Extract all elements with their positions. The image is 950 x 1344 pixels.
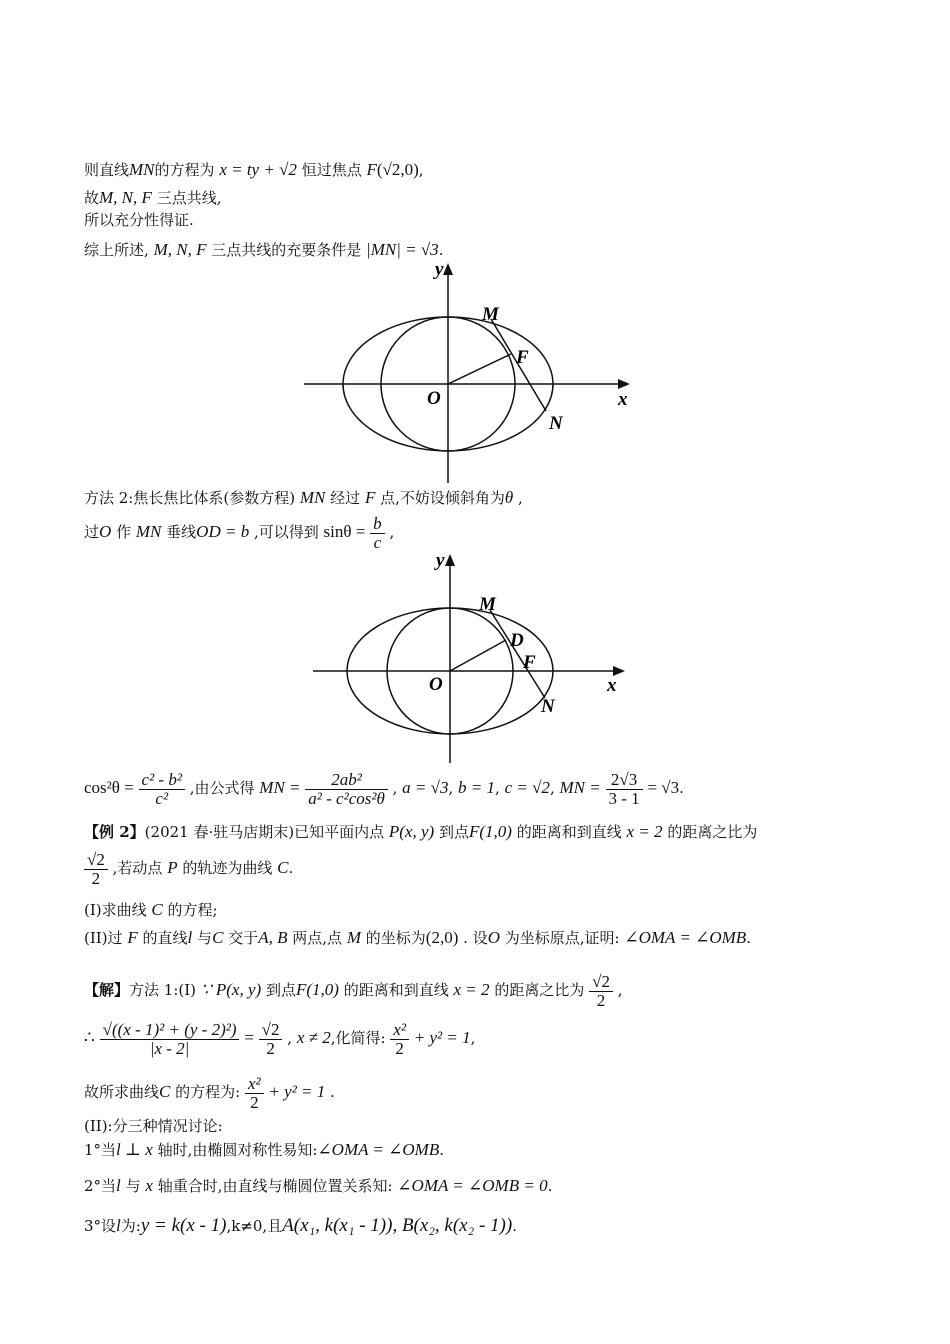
text: . [679, 779, 684, 797]
text: 的距离和到直线 [516, 823, 622, 841]
fraction-distance [100, 1021, 240, 1058]
text: 两点,点 [292, 929, 343, 947]
math: a = √3 [402, 778, 449, 797]
label-y: y [436, 550, 445, 571]
math: F(1,0) [295, 980, 339, 999]
math: = [244, 1028, 254, 1047]
text: . [512, 1217, 517, 1235]
text: 轴时,由椭圆对称性易知: [157, 1141, 318, 1159]
denominator: c [373, 532, 382, 552]
text: , [470, 1029, 476, 1047]
text: 三点共线的充要条件是 [211, 241, 362, 259]
math: x ≠ 2 [296, 1028, 331, 1047]
math: C [151, 900, 163, 919]
denominator: 2 [596, 990, 606, 1010]
text: 与 [125, 1177, 141, 1195]
math: + y² = 1 [268, 1082, 326, 1101]
text: , [418, 161, 424, 179]
text: . [439, 1141, 445, 1159]
text: . [547, 1177, 553, 1195]
text-line-15 [84, 1116, 223, 1136]
label-o: O [427, 388, 441, 409]
math: C [212, 928, 224, 947]
segment-od [450, 640, 506, 671]
text: (II):分三种情况讨论: [84, 1117, 223, 1135]
y-axis-arrow [445, 554, 455, 566]
text: . 设 [463, 929, 488, 947]
text: , [518, 489, 523, 507]
text: . [288, 859, 294, 877]
text: (I)求曲线 [84, 901, 147, 919]
segment-of [448, 354, 511, 384]
denominator: 2 [266, 1038, 275, 1058]
label-n: N [549, 413, 563, 434]
ellipse-figure-2 [305, 548, 635, 770]
text: 2°当 [84, 1177, 117, 1195]
denominator: |x - 2| [149, 1038, 190, 1058]
text: 点,不妨设倾斜角为 [380, 489, 505, 507]
numerator: 2ab² [305, 771, 388, 790]
fraction-x2-over-2 [390, 1021, 409, 1058]
text-line-8 [84, 822, 757, 842]
text: 三点共线, [156, 189, 222, 207]
text: 的坐标为 [365, 929, 426, 947]
math: x = 2 [626, 822, 663, 841]
numerator: 2√3 [606, 771, 643, 790]
text: 方法 2:焦长焦比体系(参数方程) [84, 489, 296, 507]
math: (2,0) [425, 928, 459, 947]
math: F(1,0) [468, 822, 512, 841]
text: (II)过 [84, 929, 123, 947]
text: 作 [116, 523, 132, 541]
text: ,由公式得 [189, 779, 255, 797]
math: |MN| = √3 [366, 240, 439, 259]
math: θ [504, 488, 514, 507]
math: C [277, 858, 289, 877]
numerator: x² [390, 1021, 409, 1040]
numerator: √2 [84, 851, 108, 870]
text: 与 [197, 929, 213, 947]
math: (√2,0) [376, 160, 419, 179]
text: ,k≠0,且 [226, 1217, 283, 1235]
math: F [364, 488, 376, 507]
text: 的方程为: [175, 1083, 241, 1101]
text-line-2 [84, 188, 221, 208]
math: x [145, 1176, 153, 1195]
math: MN = [559, 778, 601, 797]
text: . [746, 929, 751, 947]
denominator: 3 - 1 [608, 788, 640, 808]
text: , [392, 779, 398, 797]
math: P [167, 858, 178, 877]
label-x: x [607, 675, 617, 696]
math: x = ty + √2 [219, 160, 297, 179]
text: 故 [84, 189, 100, 207]
text: 的方程; [167, 901, 218, 919]
math: F [366, 160, 377, 179]
text: 的距离之比为 [667, 823, 758, 841]
numerator: √2 [589, 973, 613, 992]
label-y: y [435, 259, 444, 280]
math: l [187, 928, 193, 947]
text: . [330, 1083, 335, 1101]
text: 过 [84, 523, 100, 541]
text: 所以充分性得证. [84, 211, 194, 229]
text: ,可以得到 [253, 523, 319, 541]
fraction-b-over-c [370, 515, 385, 552]
math: O [99, 522, 112, 541]
math: M, N, F [99, 188, 152, 207]
text-line-1 [84, 160, 424, 180]
math: sinθ = [323, 522, 366, 541]
text: 为: [120, 1217, 141, 1235]
text: , [287, 1029, 293, 1047]
text-line-7 [84, 766, 684, 810]
text: , [389, 523, 395, 541]
denominator: a² - c²cos²θ [308, 788, 385, 808]
text: 交于 [228, 929, 259, 947]
text-line-18 [84, 1212, 517, 1240]
text: 的距离之比为 [494, 981, 585, 999]
text-line-10 [84, 900, 218, 920]
numerator: b [370, 515, 385, 534]
text-line-9 [84, 846, 293, 890]
numerator: √((x - 1)² + (y - 2)²) [100, 1021, 240, 1040]
math: ∠OMA = ∠OMB [624, 928, 747, 947]
text-line-16 [84, 1140, 444, 1160]
text: 则直线 [84, 161, 130, 179]
text: ,若动点 [112, 859, 163, 877]
math: cos²θ = [84, 778, 134, 797]
fraction-x2-over-2 [245, 1075, 264, 1112]
math: A, B [258, 928, 288, 947]
label-n: N [541, 696, 555, 717]
y-axis-arrow [443, 263, 453, 275]
math: l [116, 1216, 121, 1235]
text: 垂线 [166, 523, 197, 541]
text: ,化简得: [330, 1029, 386, 1047]
math: c = √2 [504, 778, 550, 797]
math: A(x₁, k(x₁ - 1)), B(x₂, k(x₂ - 1)) [282, 1215, 513, 1236]
text: 的轨迹为曲线 [182, 859, 273, 877]
fraction-focal [305, 771, 388, 808]
denominator: c² [155, 788, 169, 808]
math: MN = [259, 778, 301, 797]
numerator: c² - b² [139, 771, 185, 790]
fraction-ratio [589, 973, 613, 1010]
label-m: M [482, 304, 499, 325]
text-line-3 [84, 210, 194, 230]
text: 的距离和到直线 [343, 981, 449, 999]
text-line-5 [84, 488, 523, 508]
text: 经过 [330, 489, 361, 507]
text-line-13 [84, 1014, 475, 1062]
text: 1°当 [84, 1141, 117, 1159]
numerator: √2 [259, 1021, 283, 1040]
math: l ⊥ x [116, 1140, 153, 1159]
math: F [127, 928, 138, 947]
text: 故所求曲线 [84, 1083, 160, 1101]
math: M [346, 928, 361, 947]
text: (2021 春·驻马店期末)已知平面内点 [144, 823, 385, 841]
x-axis-arrow [618, 379, 630, 389]
solution-label: 【解】 [84, 981, 130, 999]
label-f: F [523, 652, 536, 673]
text-line-11 [84, 928, 751, 948]
text-line-14 [84, 1070, 335, 1114]
ellipse-figure-1 [300, 255, 640, 490]
text: 方法 1:(I) [129, 981, 197, 999]
text: 为坐标原点,证明: [504, 929, 620, 947]
math: + y² = 1 [413, 1028, 471, 1047]
math: C [159, 1082, 171, 1101]
fraction-ratio [84, 851, 108, 888]
denominator: 2 [250, 1092, 259, 1112]
text-line-17 [84, 1176, 552, 1196]
text: 3°设 [84, 1217, 117, 1235]
math: M, N, F [153, 240, 207, 259]
math: OD = b [196, 522, 250, 541]
math: x = 2 [453, 980, 490, 999]
text: . [438, 241, 444, 259]
math: ∵ P(x, y) [200, 980, 262, 999]
fraction-ratio [259, 1021, 283, 1058]
label-o: O [429, 674, 443, 695]
label-d: D [510, 630, 524, 651]
fraction-cos [139, 771, 185, 808]
math: P(x, y) [388, 822, 435, 841]
numerator: x² [245, 1075, 264, 1094]
text: , [617, 981, 623, 999]
text: 到点 [438, 823, 469, 841]
text: 恒过焦点 [301, 161, 362, 179]
text-line-6 [84, 512, 394, 552]
math: MN [299, 488, 326, 507]
denominator: 2 [395, 1038, 404, 1058]
text: 的方程为 [154, 161, 215, 179]
math: l [116, 1176, 121, 1195]
math: = √3 [647, 778, 680, 797]
math: y = k(x - 1) [140, 1215, 227, 1236]
math: b = 1 [458, 778, 496, 797]
math: ∠OMA = ∠OMB [317, 1140, 440, 1159]
math: O [487, 928, 500, 947]
text: , [549, 779, 555, 797]
text: 轴重合时,由直线与椭圆位置关系知: [157, 1177, 393, 1195]
label-x: x [618, 389, 628, 410]
example-label: 【例 2】 [84, 823, 145, 841]
text: 综上所述, [84, 241, 149, 259]
math: MN [129, 160, 155, 179]
fraction-result [606, 771, 643, 808]
math: MN [135, 522, 162, 541]
math: ∴ [84, 1028, 95, 1047]
text: , [448, 779, 454, 797]
math: ∠OMA = ∠OMB = 0 [397, 1176, 548, 1195]
text: , [495, 779, 500, 797]
denominator: 2 [91, 868, 101, 888]
text: 到点 [265, 981, 296, 999]
text-line-12 [84, 968, 623, 1012]
text: 的直线 [142, 929, 188, 947]
label-f: F [516, 347, 529, 368]
label-m: M [479, 594, 496, 615]
